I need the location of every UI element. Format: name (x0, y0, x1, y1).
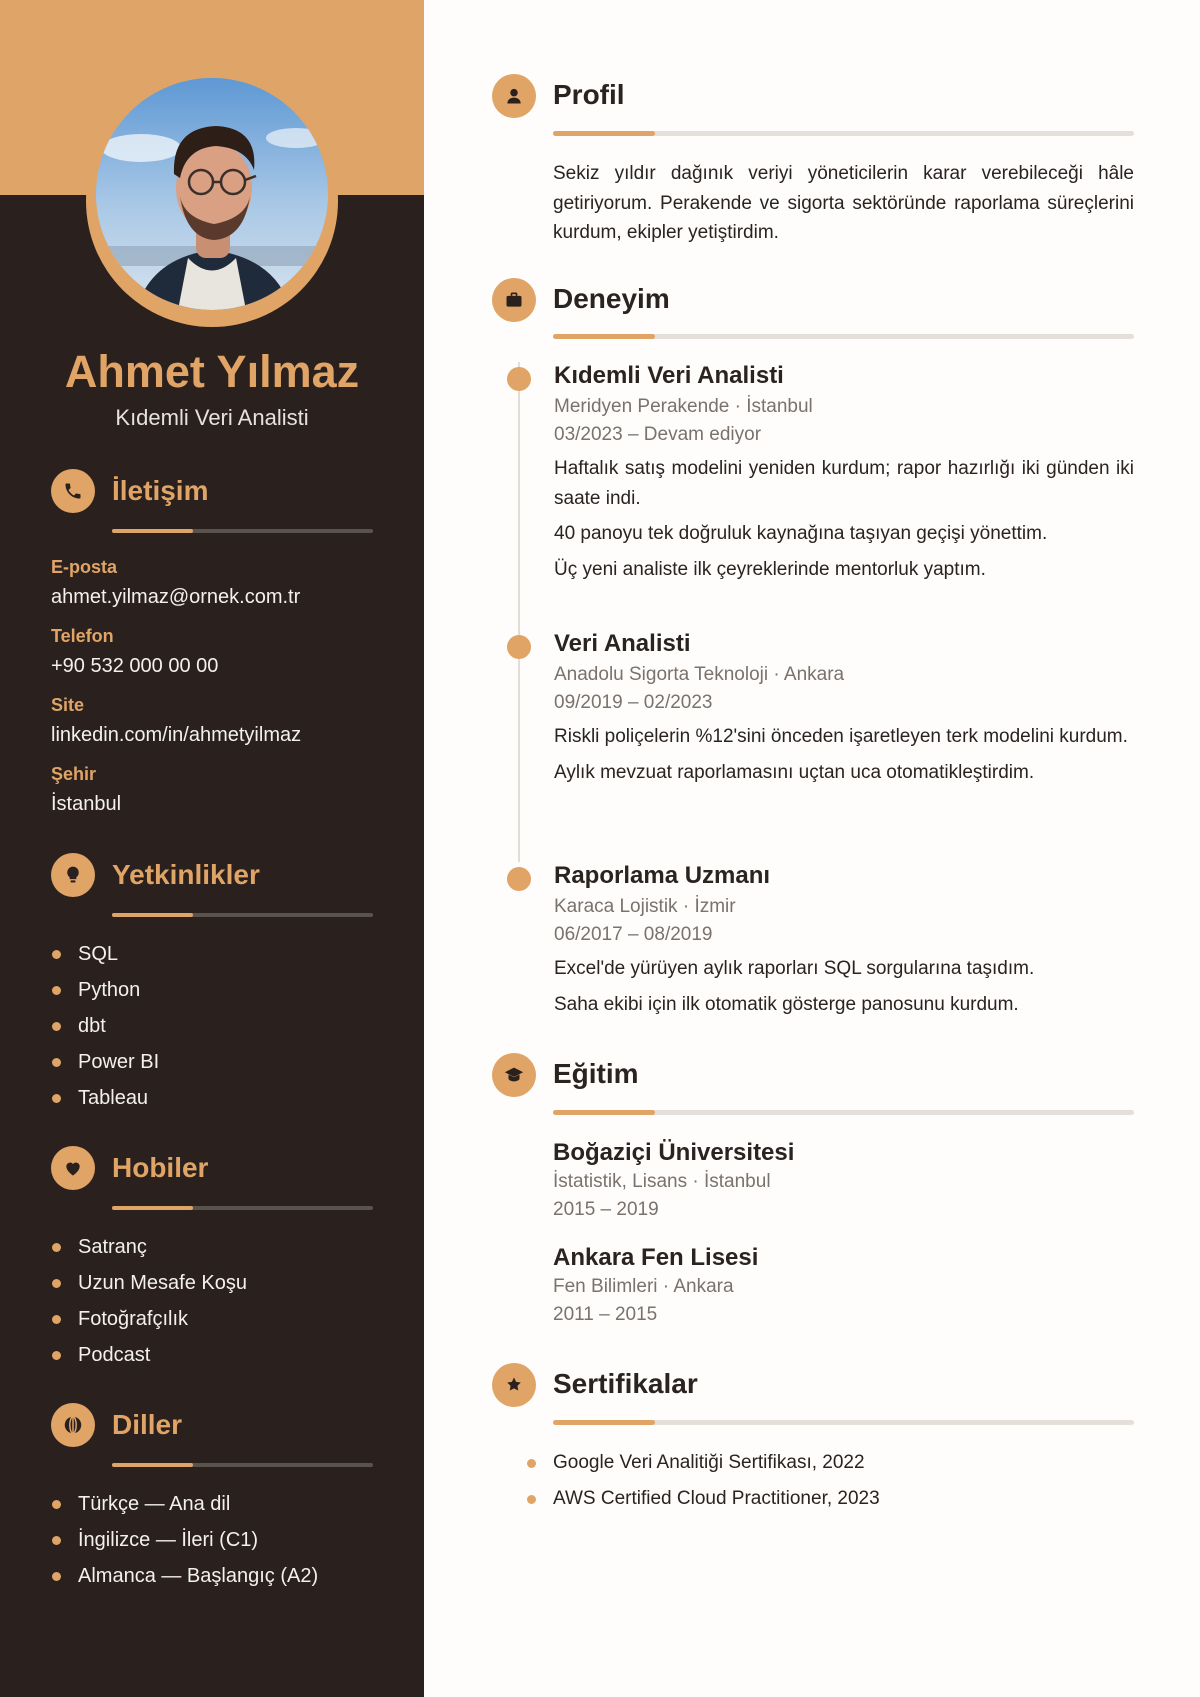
education-heading: Eğitim (553, 1058, 639, 1089)
list-item: SQL (51, 942, 159, 978)
list-item: Türkçe — Ana dil (51, 1492, 318, 1528)
achievement-item: Saha ekibi için ilk otomatik gösterge panosunu kurdum. (554, 993, 1019, 1015)
education-years: 2011 – 2015 (553, 1304, 658, 1325)
list-item: Satranç (51, 1235, 247, 1271)
list-item: dbt (51, 1014, 159, 1050)
education-field: İstatistik, Lisans · İstanbul (553, 1171, 771, 1192)
profile-heading: Profil (553, 79, 625, 110)
section-divider (112, 529, 373, 533)
contact-phone (51, 626, 218, 678)
contact-heading: İletişim (112, 475, 209, 506)
section-divider (553, 1110, 1134, 1115)
job-achievements (554, 454, 1134, 584)
timeline-line (518, 362, 520, 862)
list-item: Fotoğrafçılık (51, 1307, 247, 1343)
phone-value[interactable]: +90 532 000 00 00 (51, 655, 219, 677)
section-divider (553, 131, 1134, 136)
achievement-item: Aylık mevzuat raporlamasını uçtan uca otomatikleştirdim. (554, 761, 1035, 783)
city-label: Şehir (51, 764, 97, 784)
phone-icon (51, 469, 95, 513)
contact-email (51, 557, 300, 609)
skills-list (51, 942, 159, 1122)
school-name: Ankara Fen Lisesi (553, 1244, 759, 1271)
education-field: Fen Bilimleri · Ankara (553, 1276, 734, 1297)
list-item: AWS Certified Cloud Practitioner, 2023 (526, 1487, 880, 1523)
candidate-name: Ahmet Yılmaz (64, 346, 360, 397)
section-divider (112, 1463, 373, 1467)
achievement-item: Üç yeni analiste ilk çeyreklerinde mentorluk yaptım. (554, 558, 986, 580)
email-label: E-posta (51, 557, 118, 577)
briefcase-icon (492, 278, 536, 322)
list-item: Power BI (51, 1050, 159, 1086)
timeline-dot (507, 635, 531, 659)
profile-photo (96, 78, 328, 310)
job-company: Karaca Lojistik · İzmir (554, 896, 736, 917)
list-item: Almanca — Başlangıç (A2) (51, 1564, 318, 1600)
candidate-title: Kıdemli Veri Analisti (115, 405, 309, 430)
list-item: Google Veri Analitiği Sertifikası, 2022 (526, 1451, 880, 1487)
achievement-item: 40 panoyu tek doğruluk kaynağına taşıyan geçişi yönettim. (554, 523, 1048, 544)
job-company: Anadolu Sigorta Teknoloji · Ankara (554, 664, 845, 685)
contact-section (51, 469, 373, 515)
avatar (96, 78, 328, 310)
education-entry (553, 1244, 1133, 1326)
job-title: Raporlama Uzmanı (554, 862, 771, 889)
lightbulb-icon (51, 853, 95, 897)
languages-heading: Diller (112, 1409, 183, 1440)
list-item: İngilizce — İleri (C1) (51, 1528, 318, 1564)
timeline-dot (507, 367, 531, 391)
award-icon (492, 1363, 536, 1407)
list-item: Tableau (51, 1086, 159, 1122)
skills-heading: Yetkinlikler (112, 859, 260, 890)
job-achievements (554, 954, 1134, 1019)
certificates-list (526, 1451, 880, 1523)
avatar-frame (86, 75, 338, 327)
job-title: Kıdemli Veri Analisti (554, 362, 784, 389)
hobbies-list (51, 1235, 247, 1379)
language-icon (51, 1403, 95, 1447)
email-value[interactable]: ahmet.yilmaz@ornek.com.tr (51, 586, 301, 608)
contact-city (51, 764, 121, 816)
section-divider (112, 913, 373, 917)
phone-label: Telefon (51, 626, 114, 646)
achievement-item: Haftalık satış modelini yeniden kurdum; rapor hazırlığı iki günden iki saate indi. (554, 458, 1134, 509)
school-name: Boğaziçi Üniversitesi (553, 1139, 795, 1166)
job-dates: 06/2017 – 08/2019 (554, 924, 713, 945)
heart-icon (51, 1146, 95, 1190)
education-years: 2015 – 2019 (553, 1199, 659, 1220)
job-achievements (554, 722, 1134, 787)
city-value: İstanbul (51, 793, 122, 815)
hobbies-section (51, 1146, 373, 1192)
contact-site (51, 695, 301, 747)
section-divider (553, 334, 1134, 339)
list-item: Python (51, 978, 159, 1014)
main-content (424, 0, 1200, 1697)
job-title: Veri Analisti (554, 630, 691, 657)
achievement-item: Riskli poliçelerin %12'sini önceden işaretleyen terk modelini kurdum. (554, 726, 1128, 747)
certificates-heading: Sertifikalar (553, 1368, 698, 1399)
job-company: Meridyen Perakende · İstanbul (554, 396, 813, 417)
list-item: Uzun Mesafe Koşu (51, 1271, 247, 1307)
job-dates: 03/2023 – Devam ediyor (554, 424, 762, 445)
education-entry (553, 1139, 1133, 1221)
profile-text: Sekiz yıldır dağınık veriyi yöneticilerin karar verebileceği hâle getiriyorum. Perakende ve sigorta sektöründe raporlama süreçlerini kurdum, ekipler yetiştirdim. (553, 163, 1134, 243)
hobbies-heading: Hobiler (112, 1152, 209, 1183)
site-value[interactable]: linkedin.com/in/ahmetyilmaz (51, 724, 302, 746)
achievement-item: Excel'de yürüyen aylık raporları SQL sorgularına taşıdım. (554, 958, 1035, 979)
timeline-dot (507, 867, 531, 891)
section-divider (553, 1420, 1134, 1425)
graduation-cap-icon (492, 1053, 536, 1097)
experience-heading: Deneyim (553, 283, 670, 314)
job-dates: 09/2019 – 02/2023 (554, 692, 713, 713)
sidebar (0, 0, 424, 1697)
job-entry (554, 862, 1134, 1025)
job-entry (554, 630, 1134, 793)
skills-section (51, 853, 373, 899)
list-item: Podcast (51, 1343, 247, 1379)
job-entry (554, 362, 1134, 590)
languages-section (51, 1403, 373, 1449)
languages-list (51, 1492, 318, 1600)
section-divider (112, 1206, 373, 1210)
user-icon (492, 74, 536, 118)
site-label: Site (51, 695, 85, 715)
